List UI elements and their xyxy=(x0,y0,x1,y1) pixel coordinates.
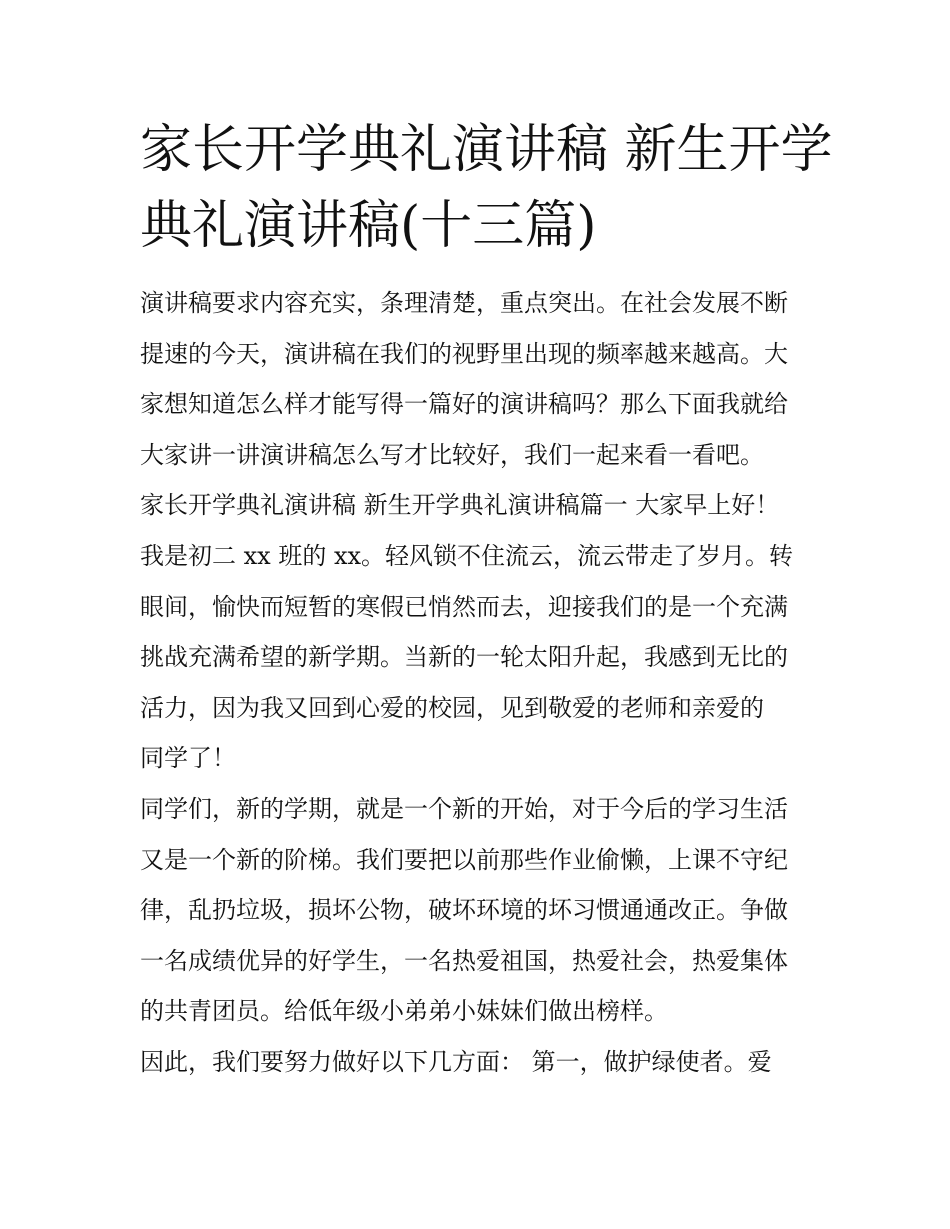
title-line-1: 家长开学典礼演讲稿 新生开学 xyxy=(140,120,833,180)
body-line: 的共青团员。给低年级小弟弟小妹妹们做出榜样。 xyxy=(140,997,668,1026)
body-line: 大家讲一讲演讲稿怎么写才比较好，我们一起来看一看吧。 xyxy=(140,440,764,469)
document-body xyxy=(140,278,820,1088)
body-line: 家想知道怎么样才能写得一篇好的演讲稿吗？那么下面我就给 xyxy=(140,390,788,419)
body-line: 提速的今天，演讲稿在我们的视野里出现的频率越来越高。大 xyxy=(140,339,788,368)
body-line: 家长开学典礼演讲稿 新生开学典礼演讲稿篇一 大家早上好！ xyxy=(140,491,780,520)
body-line: 活力，因为我又回到心爱的校园，见到敬爱的老师和亲爱的 xyxy=(140,693,764,722)
body-line: 一名成绩优异的好学生，一名热爱祖国，热爱社会，热爱集体 xyxy=(140,946,788,975)
body-line: 同学了！ xyxy=(140,744,236,773)
body-line: 同学们，新的学期，就是一个新的开始，对于今后的学习生活 xyxy=(140,794,788,823)
title-line-2: 典礼演讲稿(十三篇) xyxy=(140,196,597,256)
body-line: 我是初二 xx 班的 xx。轻风锁不住流云，流云带走了岁月。转 xyxy=(140,541,794,570)
body-line: 挑战充满希望的新学期。当新的一轮太阳升起，我感到无比的 xyxy=(140,643,788,672)
body-line: 因此，我们要努力做好以下几方面： 第一，做护绿使者。爱 xyxy=(140,1047,772,1076)
document-title xyxy=(140,112,833,264)
body-line: 律，乱扔垃圾，损坏公物，破坏环境的坏习惯通通改正。争做 xyxy=(140,896,788,925)
body-line: 眼间，愉快而短暂的寒假已悄然而去，迎接我们的是一个充满 xyxy=(140,592,788,621)
body-line: 又是一个新的阶梯。我们要把以前那些作业偷懒，上课不守纪 xyxy=(140,845,788,874)
body-line: 演讲稿要求内容充实，条理清楚，重点突出。在社会发展不断 xyxy=(140,289,788,317)
